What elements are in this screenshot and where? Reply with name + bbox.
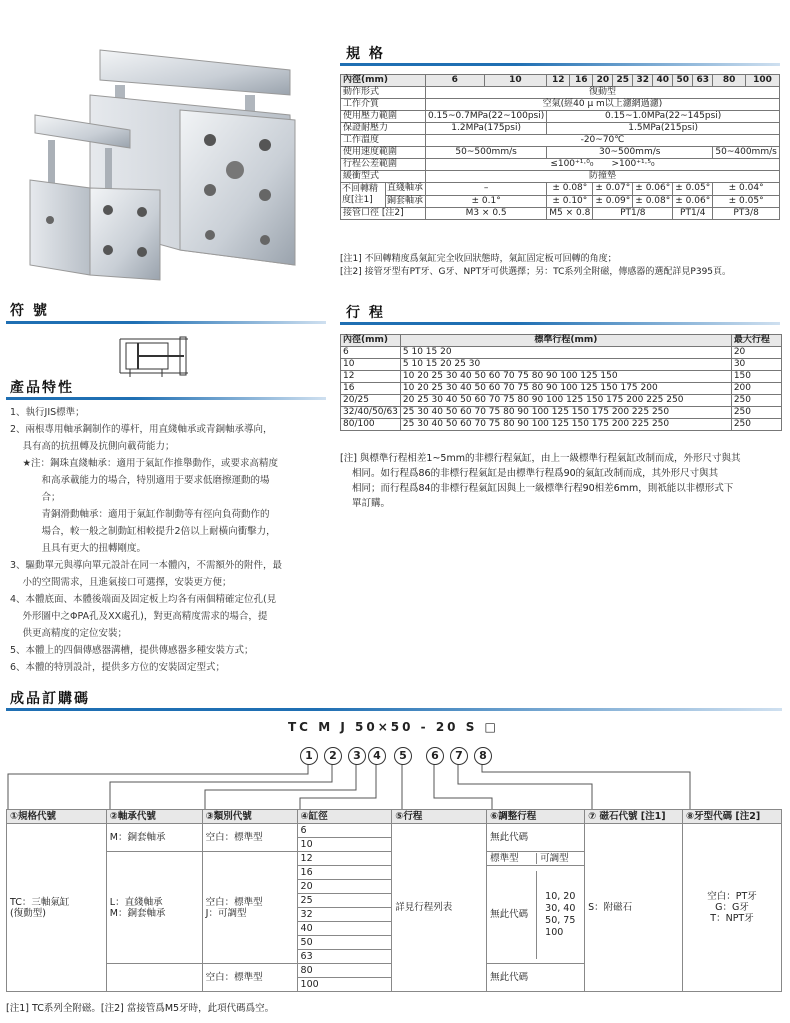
feature-line: 1、執行JIS標準；: [10, 407, 85, 418]
stroke-row: [341, 359, 782, 371]
spec-header-row: [341, 75, 780, 87]
spec-row-value: 空氣(經40 μ m以上濾網過濾): [425, 99, 779, 111]
feature-line: 合；: [10, 492, 61, 503]
code-token: M: [318, 720, 334, 734]
spec-row: [341, 159, 780, 171]
code-token: ×: [377, 720, 391, 734]
spec-header-cell: 20: [593, 75, 613, 87]
feature-line: 3、驅動單元與導向單元設計在同一本體內，不需額外的附件，最: [10, 560, 283, 571]
spec-row-value: 復動型: [425, 87, 779, 99]
spec-header-cell: 內徑(mm): [341, 75, 426, 87]
feature-line: 青銅滑動軸承：適用于氣缸作制動等有徑向負荷動作的: [10, 509, 270, 520]
spec-header-cell: 40: [653, 75, 673, 87]
code-token: J: [340, 720, 348, 734]
symbol-title-bar: [6, 321, 326, 324]
stroke-max: 250: [731, 407, 781, 419]
stroke-table: [340, 334, 782, 431]
stroke-values: 25 30 40 50 60 70 75 80 90 100 125 150 175 200 225 250: [400, 419, 731, 431]
features-list: [10, 404, 282, 676]
stroke-max: 200: [731, 383, 781, 395]
nonrot-label-cell: [341, 183, 426, 208]
order-number-2: 2: [324, 747, 342, 765]
bearing-m-cell: M：銅套軸承: [106, 824, 202, 852]
stroke-values: 10 20 25 30 40 50 60 70 75 80 90 100 125 150: [400, 371, 731, 383]
feature-line: 2、兩根專用軸承鋼制作的導杆，用直綫軸承或青銅軸承導向，: [10, 424, 273, 435]
product-photo: [20, 30, 320, 300]
stroke-title-bar: [340, 322, 780, 325]
stroke-header-row: [341, 335, 782, 347]
adj-adj-label: 可調型: [540, 853, 569, 864]
tolerance-a: ≤100⁺¹·⁰₀: [550, 159, 594, 169]
adj-values: 10, 20 30, 40 50, 75 100: [545, 890, 576, 938]
order-col-header: ②軸承代號: [106, 810, 202, 824]
spec-row-label: 工作介質: [341, 99, 426, 111]
spec-row-value: 1.2MPa(175psi): [425, 123, 546, 135]
spec-row: [341, 135, 780, 147]
feature-line: 小的空間需求，且進氣接口可選擇，安裝更方便；: [10, 577, 232, 588]
port-value: M5 × 0.8: [547, 208, 593, 220]
feature-line: 場合，較一般之制動缸相較提升2倍以上耐橫向衝擊力，: [10, 526, 276, 537]
type-adj-cell: 空白：標準型 J：可調型: [202, 852, 297, 964]
feature-line: ★注：鋼珠直綫軸承：適用于氣缸作推舉動作，或要求高精度: [10, 458, 279, 469]
stroke-bore: 6: [341, 347, 401, 359]
order-col-header: ④缸徑: [297, 810, 392, 824]
spec-notes: [340, 253, 731, 279]
order-title: 成品訂購碼: [10, 691, 90, 707]
stroke-header-cell: 內徑(mm): [341, 335, 401, 347]
spec-row-value: 0.15~0.7MPa(22~100psi): [425, 111, 546, 123]
stroke-bore: 12: [341, 371, 401, 383]
bore-cell: 20: [297, 880, 392, 894]
order-col-header: ①規格代號: [7, 810, 107, 824]
order-table: [6, 809, 782, 992]
spec-row: [341, 87, 780, 99]
nonrot-b-value: ± 0.1°: [425, 195, 546, 208]
stroke-row: [341, 383, 782, 395]
order-number-4: 4: [368, 747, 386, 765]
stroke-values: 5 10 15 20: [400, 347, 731, 359]
type-std-cell-2: 空白：標準型: [202, 964, 297, 992]
spec-note: [注2] 接管牙型有PT牙、G牙、NPT牙可供選擇；另：TC系列全附磁，傳感器的選配詳見P395頁。: [340, 267, 732, 277]
stroke-row: [341, 395, 782, 407]
stroke-header-cell: 最大行程: [731, 335, 781, 347]
spec-row-value: 防撞墊: [425, 171, 779, 183]
spec-title: 規 格: [346, 46, 385, 62]
spec-row: [341, 183, 780, 196]
spec-row-label: 使用速度範圍: [341, 147, 426, 159]
stroke-title: 行 程: [346, 305, 385, 321]
spec-header-cell: 32: [633, 75, 653, 87]
stroke-max: 250: [731, 395, 781, 407]
stroke-row: [341, 419, 782, 431]
spec-row: [341, 111, 780, 123]
order-footnote: [注1] TC系列全附磁。[注2] 當接管爲M5牙時，此項代碼爲空。: [6, 1003, 275, 1014]
code-token: -: [420, 720, 429, 734]
stroke-values: 20 25 30 40 50 60 70 75 80 90 100 125 150 175 200 225 250: [400, 395, 731, 407]
spec-row-label: 保證耐壓力: [341, 123, 426, 135]
spec-title-bar: [340, 63, 780, 66]
order-header-row: [7, 810, 782, 824]
order-number-1: 1: [300, 747, 318, 765]
spec-row-value: 0.15~1.0MPa(22~145psi): [547, 111, 780, 123]
bearing-lm-cell: L：直綫軸承 M：銅套軸承: [106, 852, 202, 964]
bore-cell: 100: [297, 978, 392, 992]
order-col-header: ⑤行程: [392, 810, 487, 824]
stroke-max: 150: [731, 371, 781, 383]
nonrot-a-value: ± 0.06°: [633, 183, 673, 196]
nonrot-a-value: ± 0.07°: [593, 183, 633, 196]
stroke-bore: 16: [341, 383, 401, 395]
pneumatic-symbol: [118, 333, 190, 379]
stroke-values: 5 10 15 20 25 30: [400, 359, 731, 371]
order-col-header: ③類別代號: [202, 810, 297, 824]
stroke-ref-cell: 詳見行程列表: [392, 824, 487, 992]
stroke-note-line: 相同。如行程爲86的非標行程氣缸是由標準行程爲90的氣缸改制而成，其外形尺寸與其: [352, 468, 719, 479]
spec-header-cell: 6: [425, 75, 484, 87]
nonrot-a-value: –: [425, 183, 546, 196]
order-number-7: 7: [450, 747, 468, 765]
order-col-header: ⑧牙型代碼 [注2]: [683, 810, 782, 824]
spec-header-cell: 12: [547, 75, 570, 87]
bore-cell: 16: [297, 866, 392, 880]
nonrot-b-value: ± 0.05°: [713, 195, 780, 208]
code-token: 50: [354, 720, 378, 734]
stroke-header-cell: 標準行程(mm): [400, 335, 731, 347]
bore-cell: 25: [297, 894, 392, 908]
nonrot-a-value: ± 0.05°: [673, 183, 713, 196]
stroke-note-line: [注] 與標準行程相差1~5mm的非標行程氣缸，由上一級標準行程氣缸改制而成，外形尺寸與其: [340, 453, 741, 464]
nonrot-b-label: 銅套軸承: [387, 196, 424, 206]
stroke-values: 10 20 25 30 40 50 60 70 75 80 90 100 125 150 175 200: [400, 383, 731, 395]
stroke-max: 30: [731, 359, 781, 371]
magnet-cell: S：附磁石: [585, 824, 683, 992]
spec-row-label: 工作溫度: [341, 135, 426, 147]
stroke-row: [341, 347, 782, 359]
port-label: 接管口徑 [注2]: [341, 208, 426, 220]
spec-header-cell: 80: [713, 75, 746, 87]
stroke-bore: 20/25: [341, 395, 401, 407]
port-value: PT1/4: [673, 208, 713, 220]
spec-row-label: 動作形式: [341, 87, 426, 99]
port-value: PT1/8: [593, 208, 673, 220]
order-code: [288, 720, 499, 734]
stroke-note-line: 單訂購。: [352, 498, 391, 509]
feature-line: 4、本體底面、本體後端面及固定板上均各有兩個精確定位孔(見: [10, 594, 277, 605]
spec-row-value: 30~500mm/s: [547, 147, 713, 159]
order-col-header: ⑦ 磁石代號 [注1]: [585, 810, 683, 824]
symbol-title: 符 號: [10, 303, 49, 319]
spec-header-cell: 50: [673, 75, 693, 87]
nonrot-a-value: ± 0.08°: [547, 183, 593, 196]
stroke-note-line: 相同；而行程爲84的非標行程氣缸因與上一級標準行程90相差6mm，則祇能以非標形式下: [352, 483, 734, 494]
feature-line: 供更高精度的定位安裝；: [10, 628, 128, 639]
stroke-max: 20: [731, 347, 781, 359]
order-number-6: 6: [426, 747, 444, 765]
adj-std-label: 標準型: [487, 853, 537, 864]
spec-header-cell: 25: [613, 75, 633, 87]
bearing-blank-cell: [106, 964, 202, 992]
order-number-5: 5: [394, 747, 412, 765]
stroke-bore: 10: [341, 359, 401, 371]
nonrot-b-value: ± 0.10°: [547, 195, 593, 208]
spec-row-value: 50~500mm/s: [425, 147, 546, 159]
spec-header-cell: 100: [746, 75, 780, 87]
spec-note: [注1] 不回轉精度爲氣缸完全收回狀態時，氣缸固定板可回轉的角度；: [340, 254, 617, 264]
order-col-header: ⑥調整行程: [487, 810, 585, 824]
order-number-8: 8: [474, 747, 492, 765]
spec-code-cell: TC：三軸氣缸 (復動型): [7, 824, 107, 992]
feature-line: 6、本體的特別設計，提供多方位的安裝固定型式；: [10, 662, 226, 673]
spec-header-cell: 63: [693, 75, 713, 87]
feature-line: 外形圖中之ΦPA孔及XX處孔)，對更高精度需求的場合，提: [10, 611, 268, 622]
order-number-3: 3: [348, 747, 366, 765]
spec-header-cell: 10: [484, 75, 547, 87]
feature-line: 5、本體上的四個傳感器溝槽，提供傳感器多種安裝方式；: [10, 645, 254, 656]
spec-row-label: 使用壓力範圍: [341, 111, 426, 123]
order-title-bar: [6, 708, 782, 711]
spec-row: [341, 99, 780, 111]
nonrot-label: 不回轉精度[注1]: [341, 183, 386, 207]
thread-cell: 空白：PT牙 G：G牙 T：NPT牙: [683, 824, 782, 992]
type-std-cell: 空白：標準型: [202, 824, 297, 852]
code-token: 20: [435, 720, 459, 734]
spec-row: [341, 208, 780, 220]
bore-cell: 12: [297, 852, 392, 866]
nonrot-b-value: ± 0.06°: [673, 195, 713, 208]
adj-std-none: 無此代碼: [487, 871, 537, 959]
stroke-max: 250: [731, 419, 781, 431]
stroke-row: [341, 371, 782, 383]
adj-none-cell-2: 無此代碼: [487, 964, 585, 992]
code-token: □: [484, 720, 499, 734]
bore-cell: 63: [297, 950, 392, 964]
spec-row-value: [425, 159, 779, 171]
stroke-note: [340, 451, 741, 511]
code-token: 50: [390, 720, 414, 734]
nonrot-a-value: ± 0.04°: [713, 183, 780, 196]
code-token: TC: [288, 720, 311, 734]
spec-row-value: -20~70℃: [425, 135, 779, 147]
adj-header-cell: [487, 852, 585, 866]
spec-row-label: 行程公差範圍: [341, 159, 426, 171]
nonrot-a-label: 直綫軸承: [386, 183, 425, 196]
feature-line: 和高承載能力的場合，特別適用于要求低磨擦運動的場: [10, 475, 270, 486]
stroke-values: 25 30 40 50 60 70 75 80 90 100 125 150 175 200 225 250: [400, 407, 731, 419]
features-title-bar: [6, 397, 326, 400]
feature-line: 且具有更大的扭轉剛度。: [10, 543, 147, 554]
stroke-bore: 32/40/50/63: [341, 407, 401, 419]
port-value: M3 × 0.5: [425, 208, 546, 220]
features-title: 產品特性: [10, 380, 74, 396]
bore-cell: 10: [297, 838, 392, 852]
spec-row-value: 50~400mm/s: [713, 147, 780, 159]
code-token: S: [465, 720, 478, 734]
nonrot-b-value: ± 0.08°: [633, 195, 673, 208]
bore-cell: 40: [297, 922, 392, 936]
adj-values-cell: [487, 866, 585, 964]
spec-row: [341, 123, 780, 135]
spec-row-label: 緩衝型式: [341, 171, 426, 183]
stroke-bore: 80/100: [341, 419, 401, 431]
bore-cell: 6: [297, 824, 392, 838]
tolerance-b: >100⁺¹·⁵₀: [611, 159, 655, 169]
spec-row-value: 1.5MPa(215psi): [547, 123, 780, 135]
bore-cell: 80: [297, 964, 392, 978]
adj-none-cell: 無此代碼: [487, 824, 585, 852]
spec-header-cell: 16: [570, 75, 593, 87]
bore-cell: 32: [297, 908, 392, 922]
spec-row: [341, 171, 780, 183]
feature-line: 具有高的抗扭轉及抗側向載荷能力；: [10, 441, 175, 452]
bore-cell: 50: [297, 936, 392, 950]
spec-table: [340, 74, 780, 220]
stroke-row: [341, 407, 782, 419]
spec-row: [341, 147, 780, 159]
nonrot-b-value: ± 0.09°: [593, 195, 633, 208]
port-value: PT3/8: [713, 208, 780, 220]
